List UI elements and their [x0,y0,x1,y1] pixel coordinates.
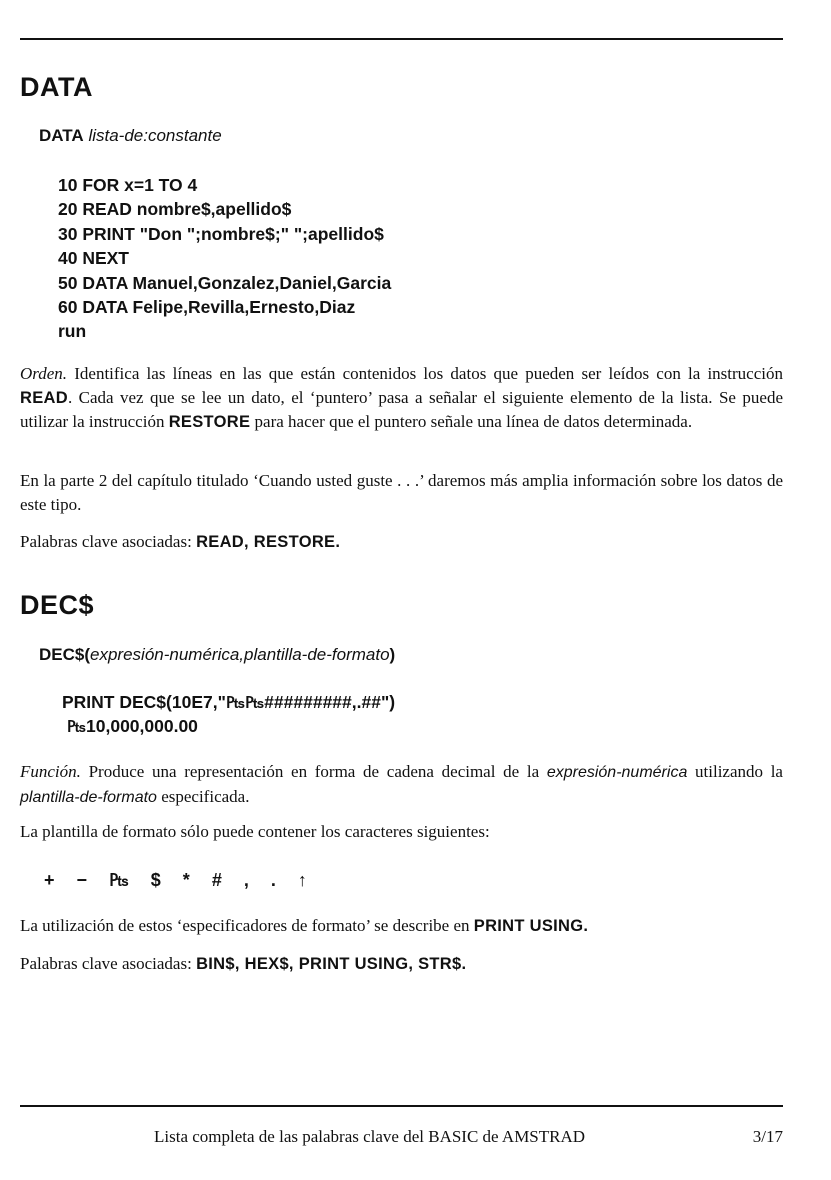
format-char: + [44,870,55,890]
data-keywords-line [20,530,783,554]
data-code-listing [58,173,391,344]
keywords-label: Palabras clave asociadas: [20,532,197,551]
data-syntax [39,126,222,146]
dec-syntax [39,645,395,665]
format-char: $ [150,870,161,890]
code-line: 40 NEXT [58,248,129,269]
dec-syntax-keyword: DEC$( [39,645,91,664]
data-keywords: READ, RESTORE. [196,533,341,551]
plantilla-arg: plantilla-de-formato [20,789,157,806]
top-rule [20,38,783,40]
footer-title: Lista completa de las palabras clave del BASIC de AMSTRAD [154,1127,586,1146]
format-char: ↑ [297,870,307,890]
format-char: , [243,870,249,890]
paragraph-text: utilizando la [687,762,783,781]
data-more-info-paragraph: En la parte 2 del capítulo titulado ‘Cuando usted guste . . .’ daremos más amplia información sobre los datos de este tipo. [20,471,783,514]
data-description-paragraph [20,362,783,434]
dec-syntax-close: ) [389,645,396,664]
paragraph-text: La utilización de estos ‘especificadores de formato’ se describe en [20,916,474,935]
code-line: 60 DATA Felipe,Revilla,Ernesto,Diaz [58,297,356,318]
code-line: 10 FOR x=1 TO 4 [58,175,198,195]
format-char: − [76,870,88,890]
dec-keywords: BIN$, HEX$, PRINT USING, STR$. [196,955,467,973]
orden-label: Orden. [20,364,68,383]
data-heading: DATA [20,72,93,102]
expresion-numerica-arg: expresión-numérica [546,764,688,781]
dec-syntax-arg: expresión-numérica,plantilla-de-formato [90,645,390,664]
dec-template-paragraph: La plantilla de formato sólo puede contener los caracteres siguientes: [20,822,490,841]
paragraph-text: Identifica las líneas en las que están contenidos los datos que pueden ser leídos con la instrucción [67,364,783,383]
dec-keywords-line [20,952,783,976]
format-char: # [211,870,222,890]
format-characters [44,870,324,891]
code-line: run [58,321,87,342]
dec-heading: DEC$ [20,590,95,620]
format-char: ₧ [109,870,129,890]
paragraph-text: . Cada vez que se lee un dato, el ‘puntero’ pasa a señalar el siguiente elemento de la lista. Se puede utilizar la instrucción [20,388,783,431]
code-line: PRINT DEC$(10E7,"₧₧#########,.##") [62,692,396,712]
page-number: 3/17 [752,1127,783,1146]
print-using-keyword: PRINT USING. [473,917,589,935]
data-syntax-arg: lista-de:constante [88,126,222,145]
keywords-label: Palabras clave asociadas: [20,954,197,973]
dec-description-paragraph [20,760,783,810]
format-char: . [270,870,276,890]
funcion-label: Función. [20,762,81,781]
dec-specifiers-paragraph [20,914,783,938]
code-line: 20 READ nombre$,apellido$ [58,199,292,220]
read-keyword: READ [20,389,68,407]
paragraph-text: especificada. [156,787,250,806]
format-char: * [182,870,190,890]
code-line: 50 DATA Manuel,Gonzalez,Daniel,Garcia [58,272,392,293]
footer-rule [20,1105,783,1107]
paragraph-text: para hacer que el puntero señale una línea de datos determinada. [250,412,693,431]
code-line: 30 PRINT "Don ";nombre$;" ";apellido$ [58,223,384,244]
dec-code-listing [62,690,395,739]
restore-keyword: RESTORE [168,413,251,431]
code-line: ₧10,000,000.00 [62,716,198,737]
paragraph-text: Produce una representación en forma de cadena decimal de la [80,762,547,781]
data-syntax-keyword: DATA [39,126,84,145]
